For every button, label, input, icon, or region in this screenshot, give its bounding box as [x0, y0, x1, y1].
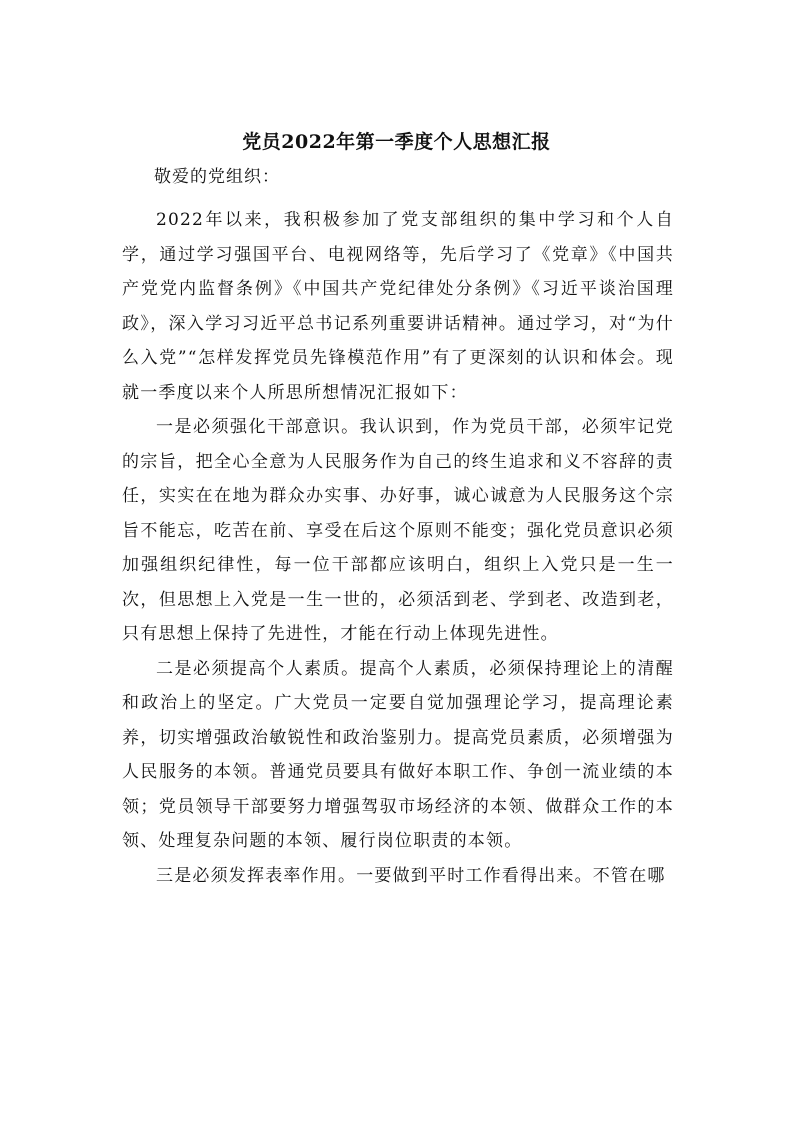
- document-title: 党员2022年第一季度个人思想汇报: [242, 131, 551, 153]
- paragraph-intro: 2022年以来，我积极参加了党支部组织的集中学习和个人自学，通过学习强国平台、电视网络等，先后学习了《党章》《中国共产党党内监督条例》《中国共产党纪律处分条例》《习近平谈治国理政》，深入学习习近平总书记系列重要讲话精神。通过学习，对“为什么入党”“怎样发挥党员先锋模范作用”有了更深刻的认识和体会。现就一季度以来个人所思所想情况汇报如下：: [122, 210, 674, 403]
- paragraph-point-two: 二是必须提高个人素质。提高个人素质，必须保持理论上的清醒和政治上的坚定。广大党员一定要自觉加强理论学习，提高理论素养，切实增强政治敏锐性和政治鉴别力。提高党员素质，必须增强为人民服务的本领。普通党员要具有做好本职工作、争创一流业绩的本领；党员领导干部要努力增强驾驭市场经济的本领、做群众工作的本领、处理复杂问题的本领、履行岗位职责的本领。: [122, 658, 674, 851]
- paragraph-point-three: 三是必须发挥表率作用。一要做到平时工作看得出来。不管在哪: [156, 865, 666, 886]
- paragraph-point-one: 一是必须强化干部意识。我认识到，作为党员干部，必须牢记党的宗旨，把全心全意为人民服务作为自己的终生追求和义不容辞的责任，实实在在地为群众办实事、办好事，诚心诚意为人民服务这个宗旨不能忘，吃苦在前、享受在后这个原则不能变；强化党员意识必须加强组织纪律性，每一位干部都应该明白，组织上入党只是一生一次，但思想上入党是一生一世的，必须活到老、学到老、改造到老，只有思想上保持了先进性，才能在行动上体现先进性。: [122, 417, 674, 644]
- document-body: [122, 203, 674, 893]
- salutation: 敬爱的党组织：: [154, 167, 280, 187]
